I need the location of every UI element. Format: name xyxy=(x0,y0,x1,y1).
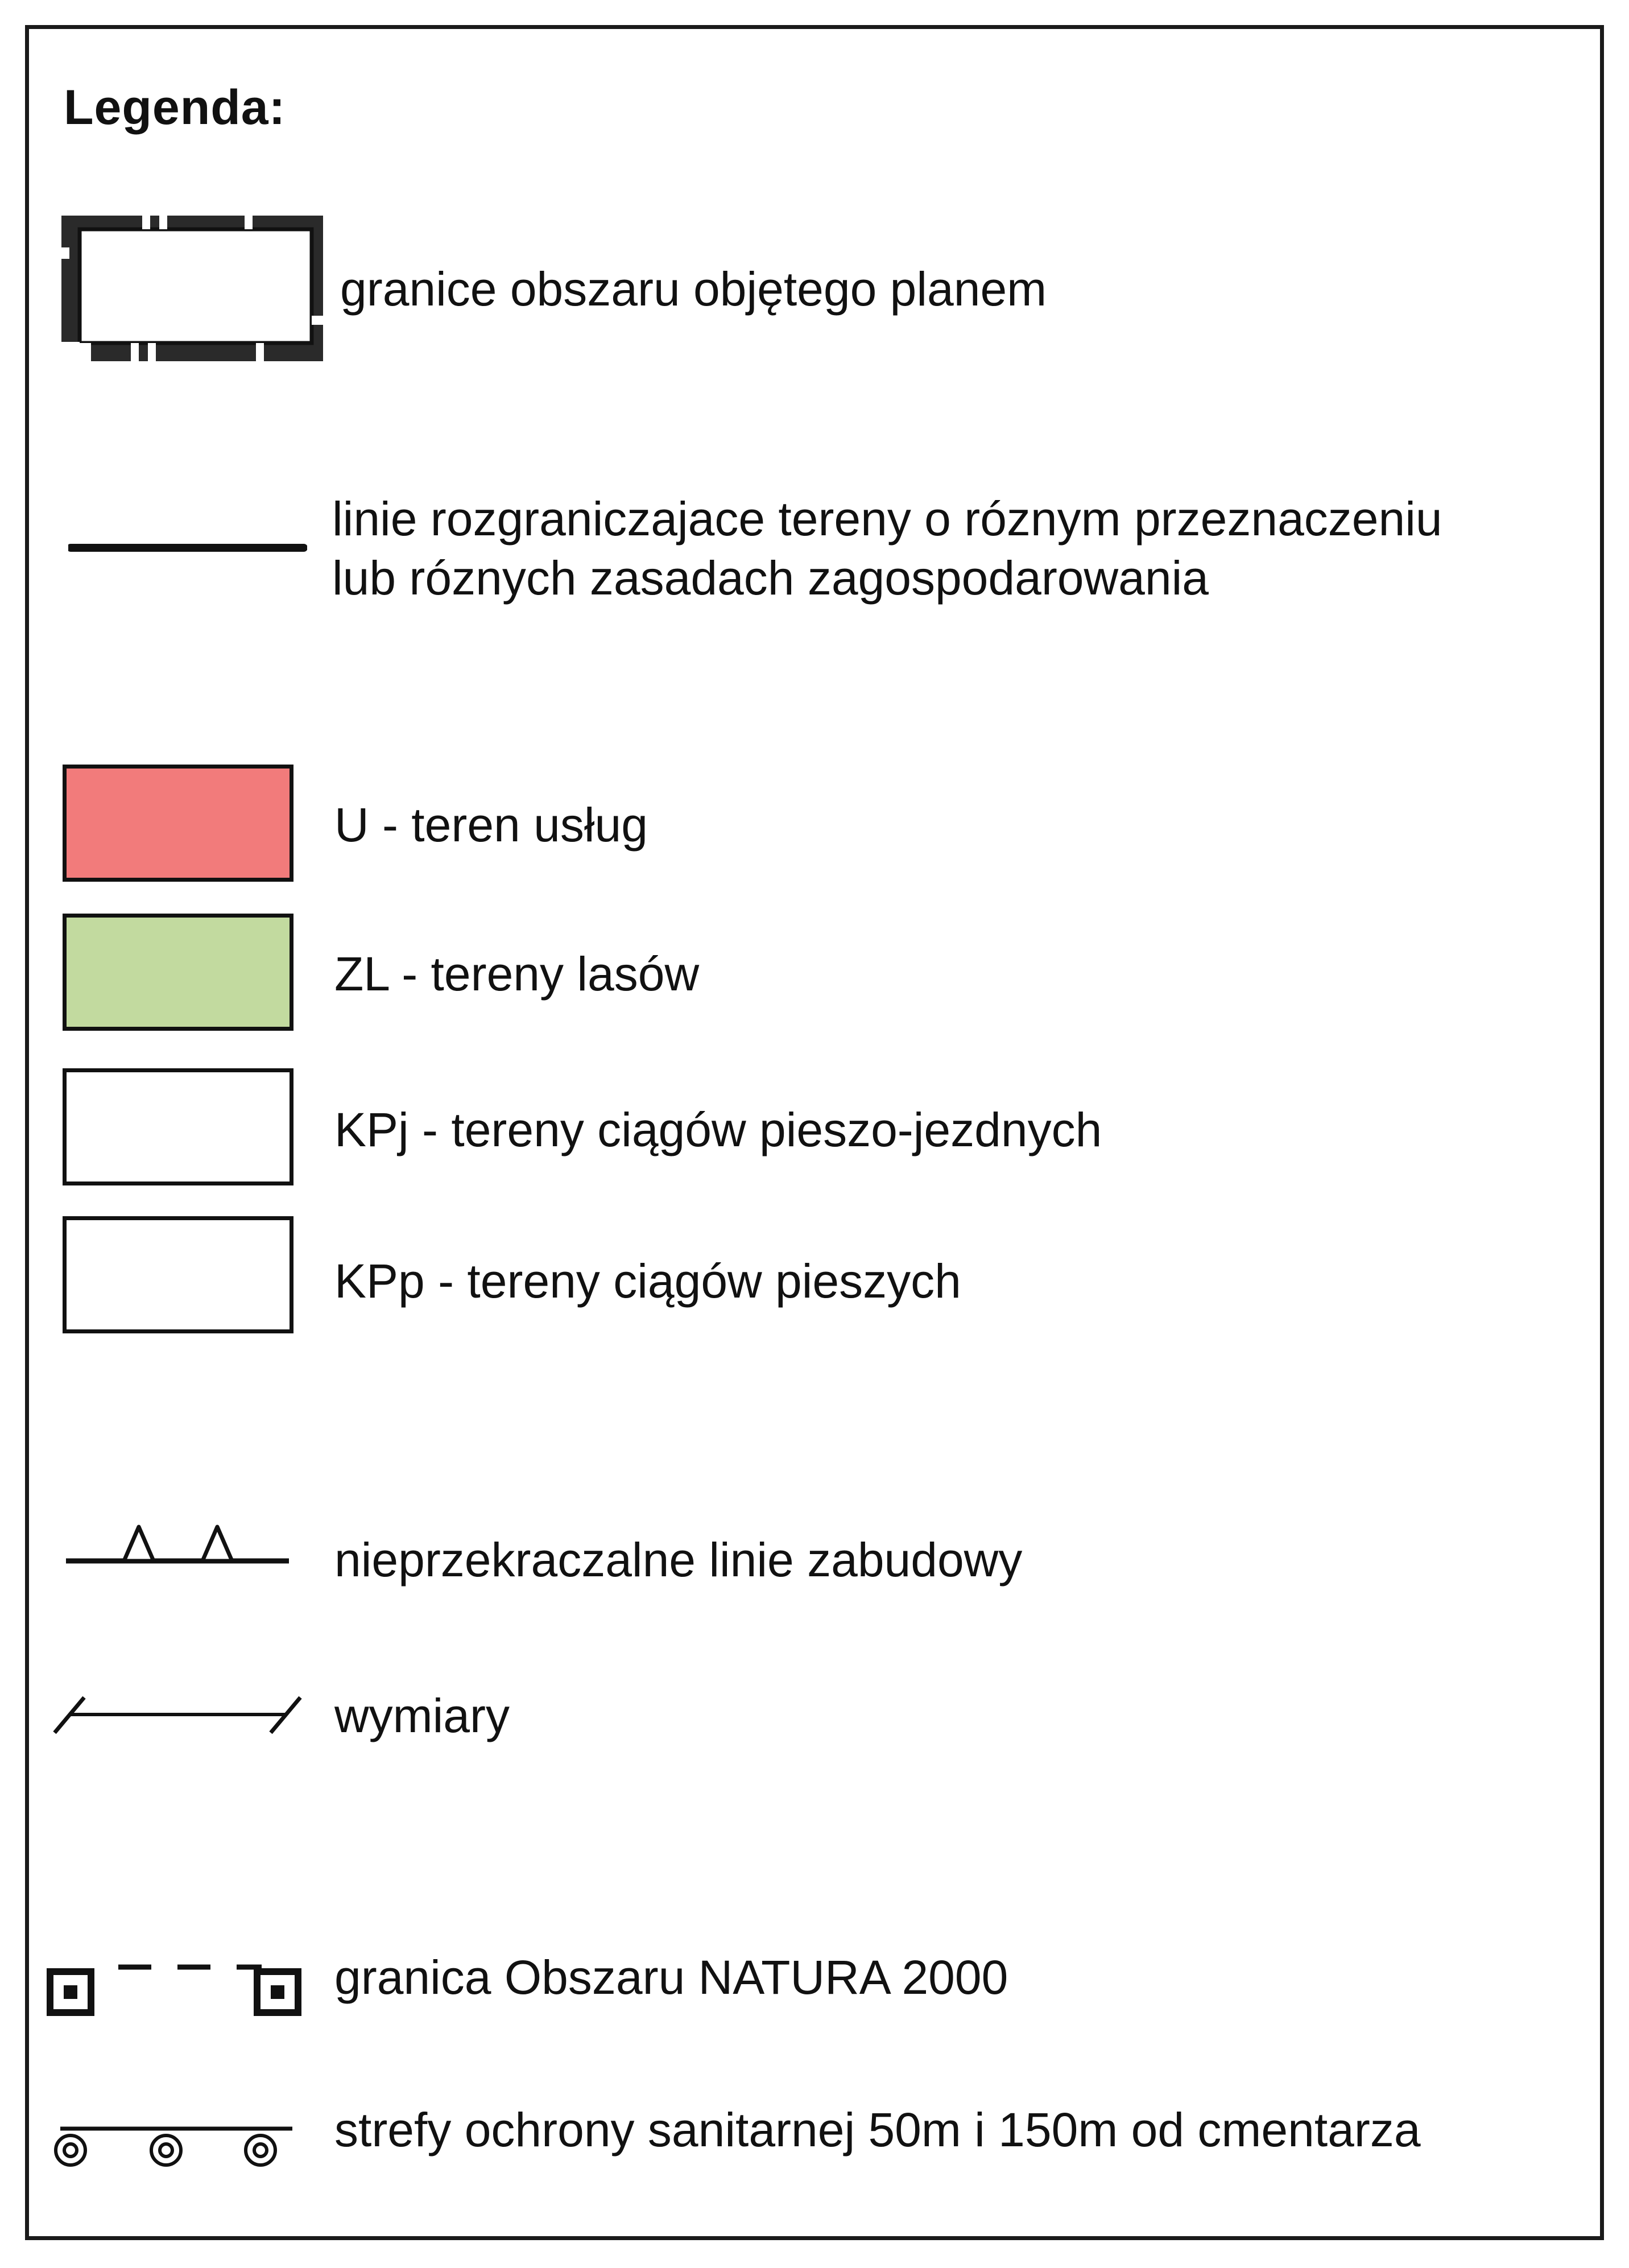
swatch-KPj xyxy=(63,1068,293,1185)
building-lines-label: nieprzekraczalne linie zabudowy xyxy=(334,1533,1023,1587)
sanitary-zone-icon xyxy=(47,2112,303,2174)
zone-lines-label-2: lub róznych zasadach zagospodarowania xyxy=(332,551,1209,605)
dimensions-label: wymiary xyxy=(334,1689,510,1742)
zone-line-icon xyxy=(68,539,307,556)
legend-title: Legenda: xyxy=(64,80,286,135)
zone-lines-label-1: linie rozgraniczajace tereny o róznym przeznaczeniu xyxy=(332,492,1442,546)
swatch-KPp xyxy=(63,1216,293,1333)
swatch-ZL xyxy=(63,914,293,1031)
natura-boundary-icon xyxy=(42,1953,309,2022)
dimension-icon xyxy=(47,1689,308,1741)
label-ZL: ZL - tereny lasów xyxy=(334,947,700,1001)
swatch-U xyxy=(63,765,293,882)
plan-boundary-label: granice obszaru objętego planem xyxy=(340,262,1047,316)
label-KPp: KPp - tereny ciągów pieszych xyxy=(334,1254,961,1308)
sanitary-zone-label: strefy ochrony sanitarnej 50m i 150m od cmentarza xyxy=(334,2103,1421,2157)
label-U: U - teren usług xyxy=(334,798,648,852)
natura-label: granica Obszaru NATURA 2000 xyxy=(334,1951,1008,2004)
label-KPj: KPj - tereny ciągów pieszo-jezdnych xyxy=(334,1103,1102,1156)
plan-boundary-icon xyxy=(57,208,330,367)
building-line-icon xyxy=(64,1513,291,1570)
